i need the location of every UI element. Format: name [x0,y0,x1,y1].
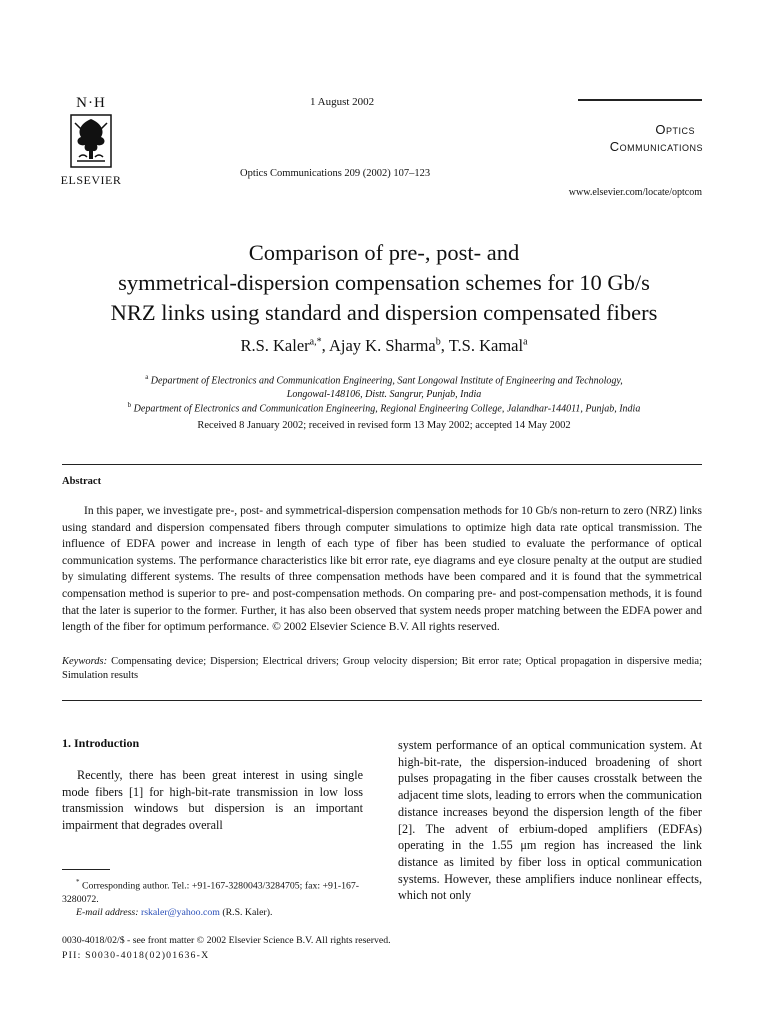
author-name: Ajay K. Sharma [328,336,436,355]
page-footer [62,934,562,963]
footer-pii: PII: S0030-4018(02)01636-X [62,949,210,961]
journal-title-line2: Communications [609,139,703,154]
logo-monogram: N·H [76,95,106,111]
received-dates: Received 8 January 2002; received in revised form 13 May 2002; accepted 14 May 2002 [197,420,571,431]
affiliation-b-line1: Department of Electronics and Communication Engineering, Regional Engineering College, Jalandhar-144011, Punjab, India [133,403,641,415]
journal-title-line1: Optics [655,122,695,137]
elsevier-tree-emblem-icon [69,113,113,169]
affiliation-mark: a [145,373,149,381]
author-affiliation-mark: b [435,336,441,348]
footnote-email-label: E-mail address: [76,907,139,919]
author-name: T.S. Kamal [448,336,524,355]
abstract-text: In this paper, we investigate pre-, post- and symmetrical-dispersion compensation methods for 10 Gb/s non-return to zero (NRZ) links using standard and dispersion compensated fibers through computer simulations to optimize high data rate optical transmission. The influence of EDFA power and increase in length of each type of fiber has been studied to evaluate the performance of optical communication systems. The performance characteristics like bit error rate, eye diagrams and eye closure penalty at the output are studied by simulating different systems. The results of three compensation methods have been compared and it is found that the symmetrical compensation method is superior to pre- and post-compensation methods. On comparing pre- and post-compensation methods, it is found that the later is superior to the former. Further, it has also been observed that system needs proper matching between the EDFA power and length of the fiber for optimum performance. © 2002 Elsevier Science B.V. All rights reserved. [62,505,702,634]
publisher-name: ELSEVIER [60,173,122,187]
article-title-line1: Comparison of pre-, post- and [248,240,520,265]
section-heading-introduction: 1. Introduction [62,736,140,750]
affiliation-mark: b [127,401,132,409]
journal-url[interactable]: www.elsevier.com/locate/optcom [568,187,702,198]
affiliation-a-line2: Longowal-148106, Distt. Sangrur, Punjab, India [286,389,482,401]
abstract-top-rule [62,464,702,465]
journal-citation: Optics Communications 209 (2002) 107–123 [240,168,431,179]
affiliation-b [40,398,728,416]
intro-left-column: Recently, there has been great interest in using single mode fibers [1] for high-bit-rate transmission in low loss transmission windows but dispersion is an important impairment that degrades overall [62,768,363,833]
intro-right-column: system performance of an optical communication system. At high-bit-rate, the dispersion-induced broadening of short pulses propagating in the fiber causes crosstalk between the adjacent time slots, leading to errors when the communication distance increases beyond the dispersion length of the fiber [2]. The advent of erbium-doped amplifiers (EDFAs) operating in the 1.55 μm region has increased the link distance as limited by fiber loss in optical communication systems. However, these amplifiers induce nonlinear effects, which not only [398,738,702,903]
footnote-corresponding: Corresponding author. Tel.: +91-167-3280043/3284705; fax: +91-167-3280072. [62,880,360,905]
author-email-link[interactable]: rskaler@yahoo.com [140,907,220,919]
article-title-line2: symmetrical-dispersion compensation schemes for 10 Gb/s [118,270,650,295]
journal-title [575,121,703,155]
abstract-heading: Abstract [62,476,102,487]
affiliation-a-line1: Department of Electronics and Communication Engineering, Sant Longowal Institute of Engineering and Technology, [150,375,623,387]
footnote [62,876,366,920]
author-name: R.S. Kaler [240,336,310,355]
article-title-line3: NRZ links using standard and dispersion compensated fibers [110,300,658,325]
keywords-label: Keywords: [62,656,108,667]
elsevier-logo [60,95,122,188]
keywords [62,655,702,684]
issue-date: 1 August 2002 [310,96,375,108]
author-affiliation-mark: a,* [309,336,322,348]
article-title [40,238,728,328]
keywords-text: Compensating device; Dispersion; Electrical drivers; Group velocity dispersion; Bit error rate; Optical propagation in dispersive media; Simulation results [62,656,702,682]
footnote-rule [62,869,110,870]
footnote-mark: * [76,878,80,886]
journal-title-rule [578,99,702,101]
footnote-email-owner: (R.S. Kaler). [222,907,273,919]
author-affiliation-mark: a [523,336,528,348]
footer-issn: 0030-4018/02/$ - see front matter © 2002 Elsevier Science B.V. All rights reserved. [62,935,391,946]
author-list: R.S. Kaler$^{a,*}$, Ajay K. Sharma$^b$, T.S. Kamal$^a$ [240,336,528,355]
abstract-bottom-rule [62,700,702,701]
